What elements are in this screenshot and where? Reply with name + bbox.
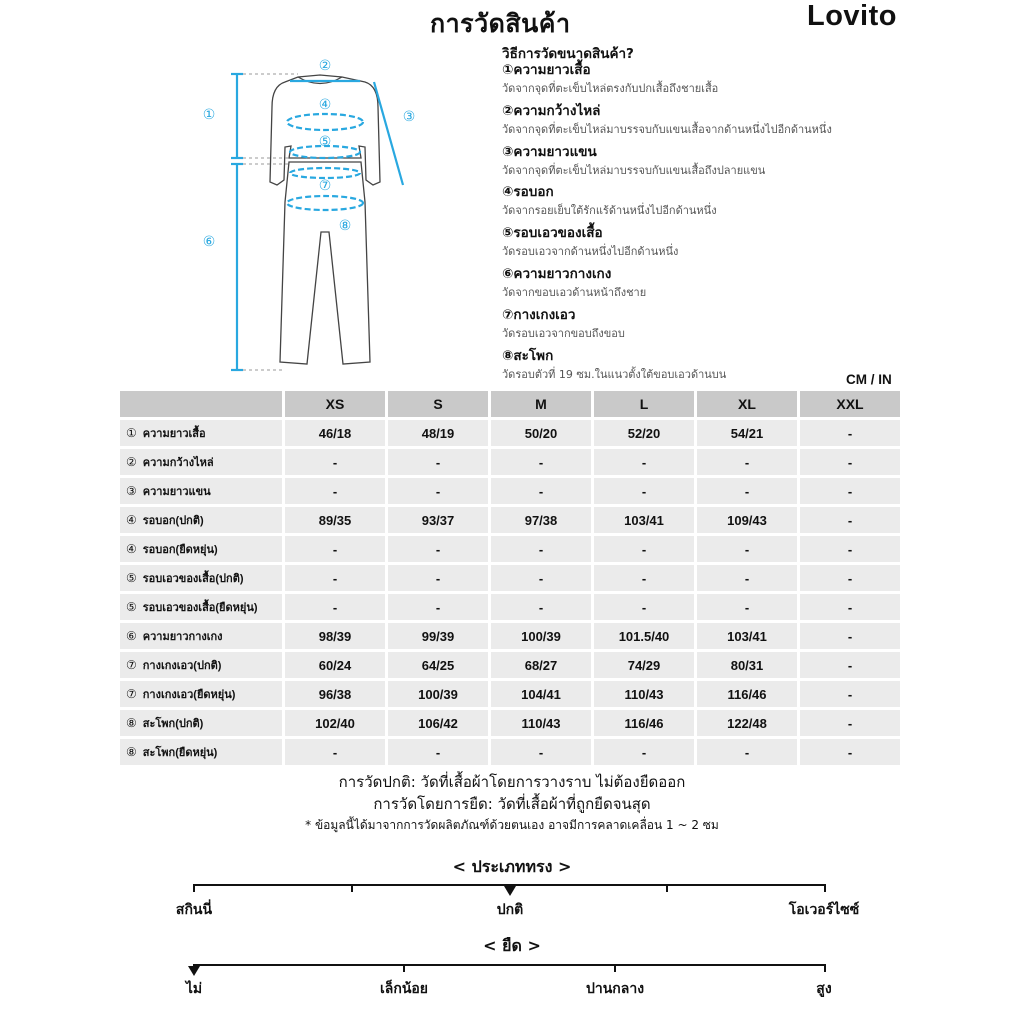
size-header: XL [697,391,797,417]
table-row [120,652,903,678]
row-name: ความยาวแขน [142,486,211,498]
row-name: ความยาวเสื้อ [142,428,206,440]
instruction-item [502,61,922,102]
brand-logo: Lovito [807,0,897,32]
table-cell: 46/18 [285,420,385,446]
table-cell: - [800,710,900,736]
table-cell: 100/39 [388,681,488,707]
table-cell: - [388,536,488,562]
table-cell: - [800,652,900,678]
row-name: รอบอก(ปกติ) [142,515,204,527]
instruction-desc: วัดจากจุดที่ตะเข็บไหล่มาบรรจบกับแขนเสื้อจากด้านหนึ่งไปอีกด้านหนึ่ง [502,122,832,136]
table-cell: 110/43 [594,681,694,707]
table-cell: - [697,594,797,620]
table-row [120,710,903,736]
measure-line-8 [287,196,363,210]
row-number: ④ [126,542,137,556]
measurement-instructions [502,42,922,387]
stretch-label-none: ไม่ [185,981,203,997]
size-header: M [491,391,591,417]
fit-scale-tick [824,884,826,892]
instruction-item [502,224,922,265]
table-cell: - [697,449,797,475]
table-cell: 93/37 [388,507,488,533]
instruction-desc: วัดรอบเอวจากขอบถึงขอบ [502,326,625,340]
table-cell: - [491,478,591,504]
table-cell: 109/43 [697,507,797,533]
instruction-item [502,265,922,306]
stretch-scale-tick [403,964,405,972]
table-cell: 122/48 [697,710,797,736]
table-cell: 104/41 [491,681,591,707]
row-number: ⑤ [126,571,137,585]
table-cell: - [491,594,591,620]
measure-line-4 [287,114,363,130]
table-cell: 74/29 [594,652,694,678]
table-cell: - [594,594,694,620]
row-label [120,710,282,736]
row-name: ความยาวกางเกง [142,631,223,643]
table-cell: - [594,536,694,562]
fit-scale-title: < ประเภททรง > [452,857,572,876]
instruction-name: ⑤รอบเอวของเสื้อ [502,225,603,242]
table-cell: - [800,565,900,591]
instruction-desc: วัดรอบตัวที่ 19 ซม.ในแนวตั้งใต้ขอบเอวด้านบน [502,367,727,381]
unit-label: CM / IN [846,372,892,387]
row-name: รอบอก(ยืดหยุ่น) [142,544,218,556]
measure-line-7 [290,168,360,178]
table-cell: 116/46 [697,681,797,707]
row-number: ⑧ [126,716,137,730]
row-label [120,594,282,620]
table-cell: - [491,536,591,562]
table-row [120,681,903,707]
note-stretch: การวัดโดยการยืด: วัดที่เสื้อผ้าที่ถูกยืดจนสุด [373,795,651,813]
table-cell: - [388,565,488,591]
stretch-scale-tick [824,964,826,972]
table-cell: - [800,507,900,533]
row-name: กางเกงเอว(ยืดหยุ่น) [142,689,236,701]
table-cell: - [491,565,591,591]
table-cell: 96/38 [285,681,385,707]
size-header: XXL [800,391,900,417]
row-name: รอบเอวของเสื้อ(ยืดหยุ่น) [142,602,258,614]
table-cell: - [388,449,488,475]
table-cell: - [285,739,385,765]
table-cell: - [594,449,694,475]
diagram-label-6: ⑥ [202,234,216,250]
table-cell: 52/20 [594,420,694,446]
fit-scale-tick [666,884,668,892]
table-cell: - [491,449,591,475]
garment-diagram [195,52,435,382]
instruction-name: ⑦กางเกงเอว [502,306,576,323]
stretch-scale-title: < ยืด > [483,936,541,955]
table-cell: 101.5/40 [594,623,694,649]
table-cell: - [285,449,385,475]
stretch-scale-marker [188,966,200,976]
size-table [120,391,903,768]
table-row [120,623,903,649]
diagram-label-1: ① [202,107,216,123]
table-cell: - [491,739,591,765]
table-header-row [120,391,903,417]
size-header: S [388,391,488,417]
table-cell: 64/25 [388,652,488,678]
diagram-label-8: ⑧ [338,218,352,234]
table-cell: 99/39 [388,623,488,649]
table-cell: - [697,565,797,591]
instruction-name: ①ความยาวเสื้อ [502,62,591,78]
instruction-desc: วัดจากจุดที่ตะเข็บไหล่มาบรรจบกับแขนเสื้อถึงปลายแขน [502,163,766,177]
instruction-name: ⑥ความยาวกางเกง [502,265,612,282]
table-row [120,536,903,562]
diagram-label-3: ③ [402,109,416,125]
fit-scale-tick [351,884,353,892]
table-cell: - [285,594,385,620]
instruction-item [502,102,922,143]
table-cell: 116/46 [594,710,694,736]
instruction-desc: วัดรอบเอวจากด้านหนึ่งไปอีกด้านหนึ่ง [502,245,679,259]
table-cell: 80/31 [697,652,797,678]
row-name: รอบเอวของเสื้อ(ปกติ) [142,573,244,585]
fit-label-normal: ปกติ [496,902,524,918]
table-row [120,478,903,504]
table-cell: 97/38 [491,507,591,533]
table-cell: - [388,739,488,765]
row-number: ⑤ [126,600,137,614]
stretch-scale-axis [193,964,826,966]
table-cell: 103/41 [697,623,797,649]
table-cell: - [800,594,900,620]
instruction-desc: วัดจากจุดที่ตะเข็บไหล่ตรงกับปกเสื้อถึงชายเสื้อ [502,82,719,95]
table-header-corner [120,391,282,417]
stretch-label-slight: เล็กน้อย [379,981,429,997]
table-cell: - [800,449,900,475]
table-cell: - [594,565,694,591]
table-cell: 106/42 [388,710,488,736]
table-cell: 48/19 [388,420,488,446]
table-cell: - [285,536,385,562]
table-cell: 50/20 [491,420,591,446]
row-number: ⑥ [126,629,137,643]
instruction-item [502,183,922,224]
instruction-name: ③ความยาวแขน [502,143,597,160]
diagram-label-2: ② [318,58,332,74]
table-row [120,739,903,765]
table-cell: - [594,478,694,504]
row-label [120,623,282,649]
table-cell: - [697,478,797,504]
row-label [120,420,282,446]
table-cell: 54/21 [697,420,797,446]
row-label [120,652,282,678]
table-cell: 89/35 [285,507,385,533]
fit-scale-tick [193,884,195,892]
instruction-name: ②ความกว้างไหล่ [502,102,601,119]
instruction-desc: วัดจากขอบเอวด้านหน้าถึงชาย [502,285,647,299]
instructions-heading: วิธีการวัดขนาดสินค้า? [502,46,634,62]
table-row [120,449,903,475]
instruction-item [502,143,922,184]
table-cell: - [285,565,385,591]
row-label [120,449,282,475]
instruction-name: ④รอบอก [502,184,554,201]
table-cell: - [800,536,900,562]
note-disclaimer: * ข้อมูลนี้ได้มาจากการวัดผลิตภัณฑ์ด้วยตนเอง อาจมีการคลาดเคลื่อน 1 ~ 2 ซม [305,818,719,832]
table-cell: - [388,478,488,504]
diagram-label-5: ⑤ [318,134,332,150]
table-cell: - [388,594,488,620]
row-label [120,536,282,562]
table-cell: - [697,739,797,765]
table-cell: - [800,681,900,707]
diagram-label-7: ⑦ [318,178,332,194]
instruction-desc: วัดจากรอยเย็บใต้รักแร้ด้านหนึ่งไปอีกด้านหนึ่ง [502,204,717,218]
table-cell: 103/41 [594,507,694,533]
table-cell: - [697,536,797,562]
table-cell: 110/43 [491,710,591,736]
row-label [120,739,282,765]
instruction-item [502,306,922,347]
stretch-label-high: สูง [816,981,832,997]
table-cell: 100/39 [491,623,591,649]
row-number: ⑧ [126,745,137,759]
row-label [120,507,282,533]
row-name: กางเกงเอว(ปกติ) [142,660,222,672]
stretch-scale-tick [614,964,616,972]
page-title: การวัดสินค้า [430,9,571,38]
table-row [120,507,903,533]
row-number: ③ [126,484,137,498]
row-label [120,565,282,591]
table-cell: 102/40 [285,710,385,736]
size-header: L [594,391,694,417]
table-cell: - [800,623,900,649]
row-label [120,681,282,707]
table-cell: - [800,478,900,504]
table-cell: - [800,739,900,765]
fit-scale-marker [504,886,516,896]
diagram-label-4: ④ [318,97,332,113]
table-cell: 98/39 [285,623,385,649]
row-name: ความกว้างไหล่ [142,457,214,469]
table-cell: - [285,478,385,504]
row-name: สะโพก(ยืดหยุ่น) [142,747,218,759]
table-row [120,420,903,446]
row-label [120,478,282,504]
row-number: ⑦ [126,687,137,701]
table-cell: 60/24 [285,652,385,678]
row-number: ⑦ [126,658,137,672]
stretch-label-medium: ปานกลาง [585,981,645,997]
table-row [120,594,903,620]
table-cell: - [800,420,900,446]
table-cell: 68/27 [491,652,591,678]
instruction-name: ⑧สะโพก [502,347,554,364]
row-number: ① [126,426,137,440]
fit-label-skinny: สกินนี่ [175,902,213,918]
row-number: ② [126,455,137,469]
fit-label-oversize: โอเวอร์ไซซ์ [788,902,860,918]
row-name: สะโพก(ปกติ) [142,718,204,730]
size-header: XS [285,391,385,417]
table-row [120,565,903,591]
table-cell: - [594,739,694,765]
note-normal: การวัดปกติ: วัดที่เสื้อผ้าโดยการวางราบ ไม่ต้องยืดออก [338,773,686,791]
row-number: ④ [126,513,137,527]
